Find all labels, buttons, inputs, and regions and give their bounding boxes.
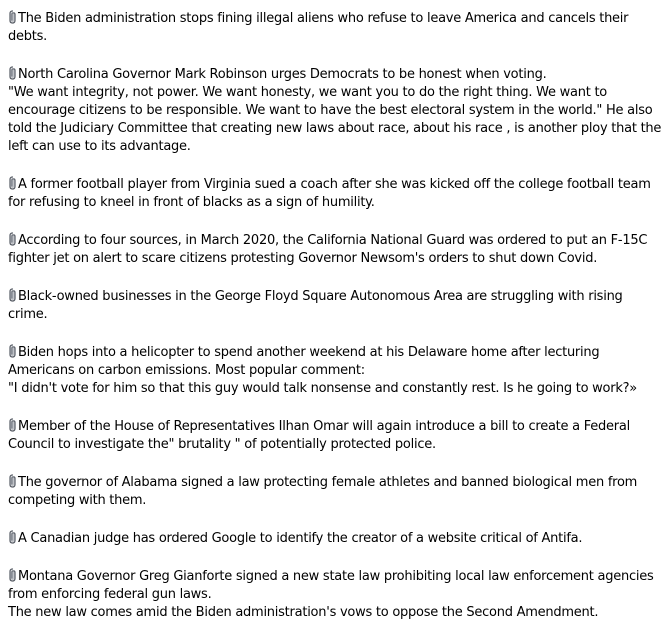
news-item [8,418,663,454]
news-item [8,344,663,398]
news-item-quote: "I didn't vote for him so that this guy would talk nonsense and constantly rest. Is he going to work?» [8,381,637,396]
news-item [8,66,663,156]
news-item-quote: "We want integrity, not power. We want honesty, we want you to do the right thing. We want to encourage citizens to be responsible. We want to have the best electoral system in the world." He also told the Judiciary Committee that creating new laws about race, about his race , is another ploy that the left can use to its advantage. [8,85,662,154]
news-item [8,10,663,46]
paperclip-icon [9,474,16,488]
news-item-text: Biden hops into a helicopter to spend another weekend at his Delaware home after lecturing Americans on carbon emissions. Most popular comment: [8,345,600,378]
paperclip-icon [9,418,16,432]
paperclip-icon [9,10,16,24]
news-item-text: North Carolina Governor Mark Robinson urges Democrats to be honest when voting. [18,67,547,82]
news-item [8,232,663,268]
news-item-text: Member of the House of Representatives Ilhan Omar will again introduce a bill to create a Federal Council to investigate the" brutality " of potentially protected police. [8,419,630,452]
paperclip-icon [9,288,16,302]
news-item-text: A Canadian judge has ordered Google to identify the creator of a website critical of Antifa. [18,531,583,546]
news-item-note: The new law comes amid the Biden administration's vows to oppose the Second Amendment. [8,605,599,620]
paperclip-icon [9,344,16,358]
news-item [8,568,663,622]
news-document [8,10,663,642]
news-item-text: Black-owned businesses in the George Floyd Square Autonomous Area are struggling with rising crime. [8,289,623,322]
news-item-text: The governor of Alabama signed a law protecting female athletes and banned biological men from competing with them. [8,475,638,508]
paperclip-icon [9,66,16,80]
news-item-text: A former football player from Virginia sued a coach after she was kicked off the college football team for refusing to kneel in front of blacks as a sign of humility. [8,177,651,210]
paperclip-icon [9,530,16,544]
news-item [8,176,663,212]
news-item-text: The Biden administration stops fining illegal aliens who refuse to leave America and cancels their debts. [8,11,629,44]
paperclip-icon [9,232,16,246]
news-item [8,288,663,324]
paperclip-icon [9,176,16,190]
news-item-text: According to four sources, in March 2020, the California National Guard was ordered to put an F-15C fighter jet on alert to scare citizens protesting Governor Newsom's orders to shut down Covid. [8,233,648,266]
news-item [8,474,663,510]
paperclip-icon [9,568,16,582]
news-item-text: Montana Governor Greg Gianforte signed a new state law prohibiting local law enforcement agencies from enforcing federal gun laws. [8,569,654,602]
news-item [8,530,663,548]
